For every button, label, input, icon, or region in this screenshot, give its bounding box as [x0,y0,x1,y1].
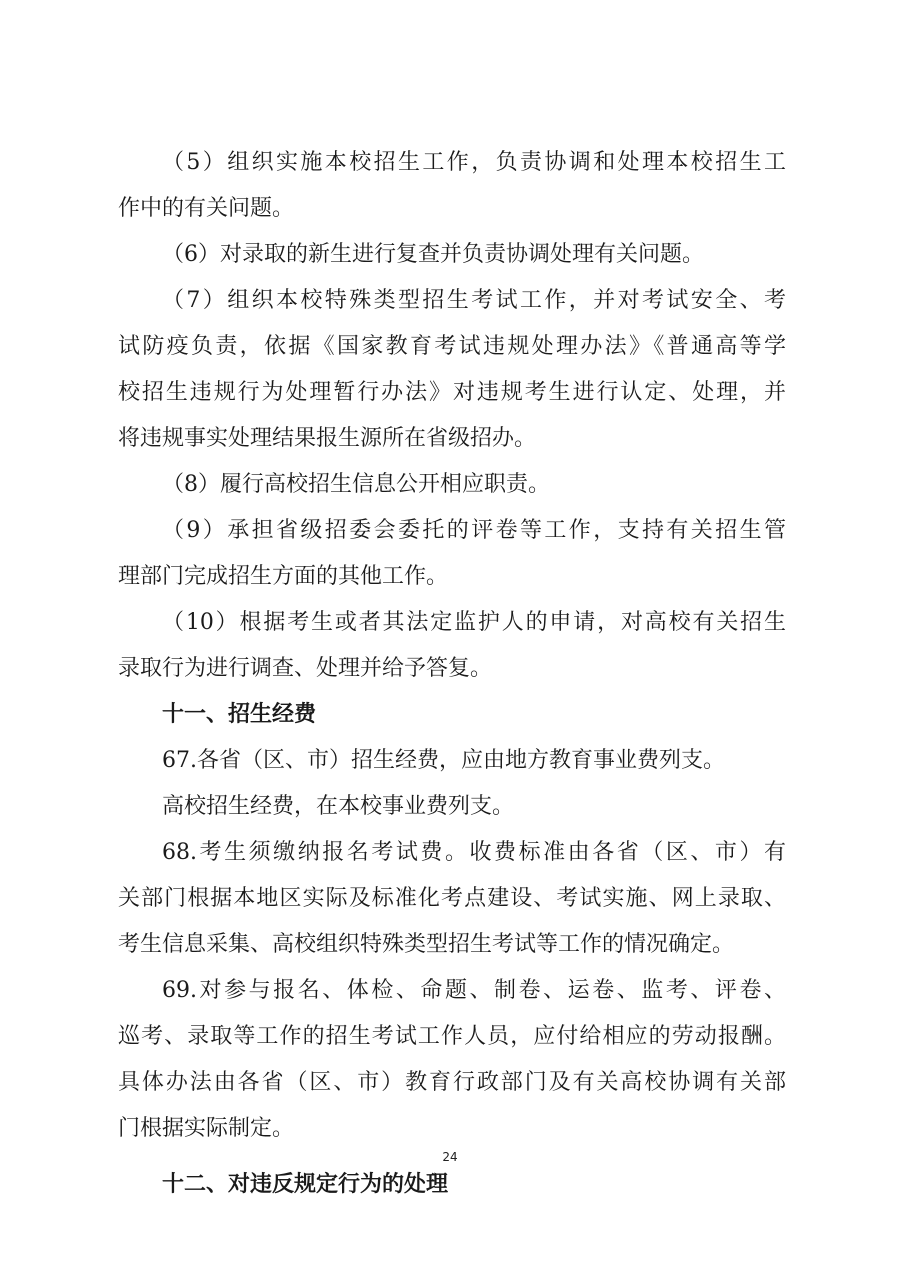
page-number: 24 [442,1150,458,1164]
paragraph-10-line-1: （10）根据考生或者其法定监护人的申请，对高校有关招生 [162,610,786,635]
article-69-line-2: 巡考、录取等工作的招生考试工作人员，应付给相应的劳动报酬。 [118,1024,786,1049]
paragraph-7-line-3: 校招生违规行为处理暂行办法》对违规考生进行认定、处理，并 [118,380,786,405]
paragraph-10-line-2: 录取行为进行调查、处理并给予答复。 [118,656,493,681]
article-69-line-1: 69.对参与报名、体检、命题、制卷、运卷、监考、评卷、 [162,978,786,1003]
section-heading-violations: 十二、对违反规定行为的处理 [162,1172,449,1197]
paragraph-8-line-1: （8）履行高校招生信息公开相应职责。 [162,472,550,497]
paragraph-7-line-1: （7）组织本校特殊类型招生考试工作，并对考试安全、考 [162,288,786,313]
article-67-line-1: 67.各省（区、市）招生经费，应由地方教育事业费列支。 [162,748,725,773]
paragraph-7-line-4: 将违规事实处理结果报生源所在省级招办。 [118,426,537,451]
document-body [118,140,786,1208]
article-69-line-3: 具体办法由各省（区、市）教育行政部门及有关高校协调有关部 [118,1070,786,1095]
article-68-line-1: 68.考生须缴纳报名考试费。收费标准由各省（区、市）有 [162,840,786,865]
section-heading-funding: 十一、招生经费 [162,702,317,727]
article-68-line-3: 考生信息采集、高校组织特殊类型招生考试等工作的情况确定。 [118,932,735,957]
article-68-line-2: 关部门根据本地区实际及标准化考点建设、考试实施、网上录取、 [118,886,786,911]
paragraph-9-line-1: （9）承担省级招委会委托的评卷等工作，支持有关招生管 [162,518,786,543]
paragraph-9-line-2: 理部门完成招生方面的其他工作。 [118,564,449,589]
paragraph-6-line-1: （6）对录取的新生进行复查并负责协调处理有关问题。 [162,242,704,267]
article-69-line-4: 门根据实际制定。 [118,1116,295,1141]
paragraph-7-line-2: 试防疫负责，依据《国家教育考试违规处理办法》《普通高等学 [118,334,786,359]
article-67-line-2: 高校招生经费，在本校事业费列支。 [162,794,515,819]
paragraph-5-line-2: 作中的有关问题。 [118,196,295,221]
paragraph-5-line-1: （5）组织实施本校招生工作，负责协调和处理本校招生工 [162,150,786,175]
